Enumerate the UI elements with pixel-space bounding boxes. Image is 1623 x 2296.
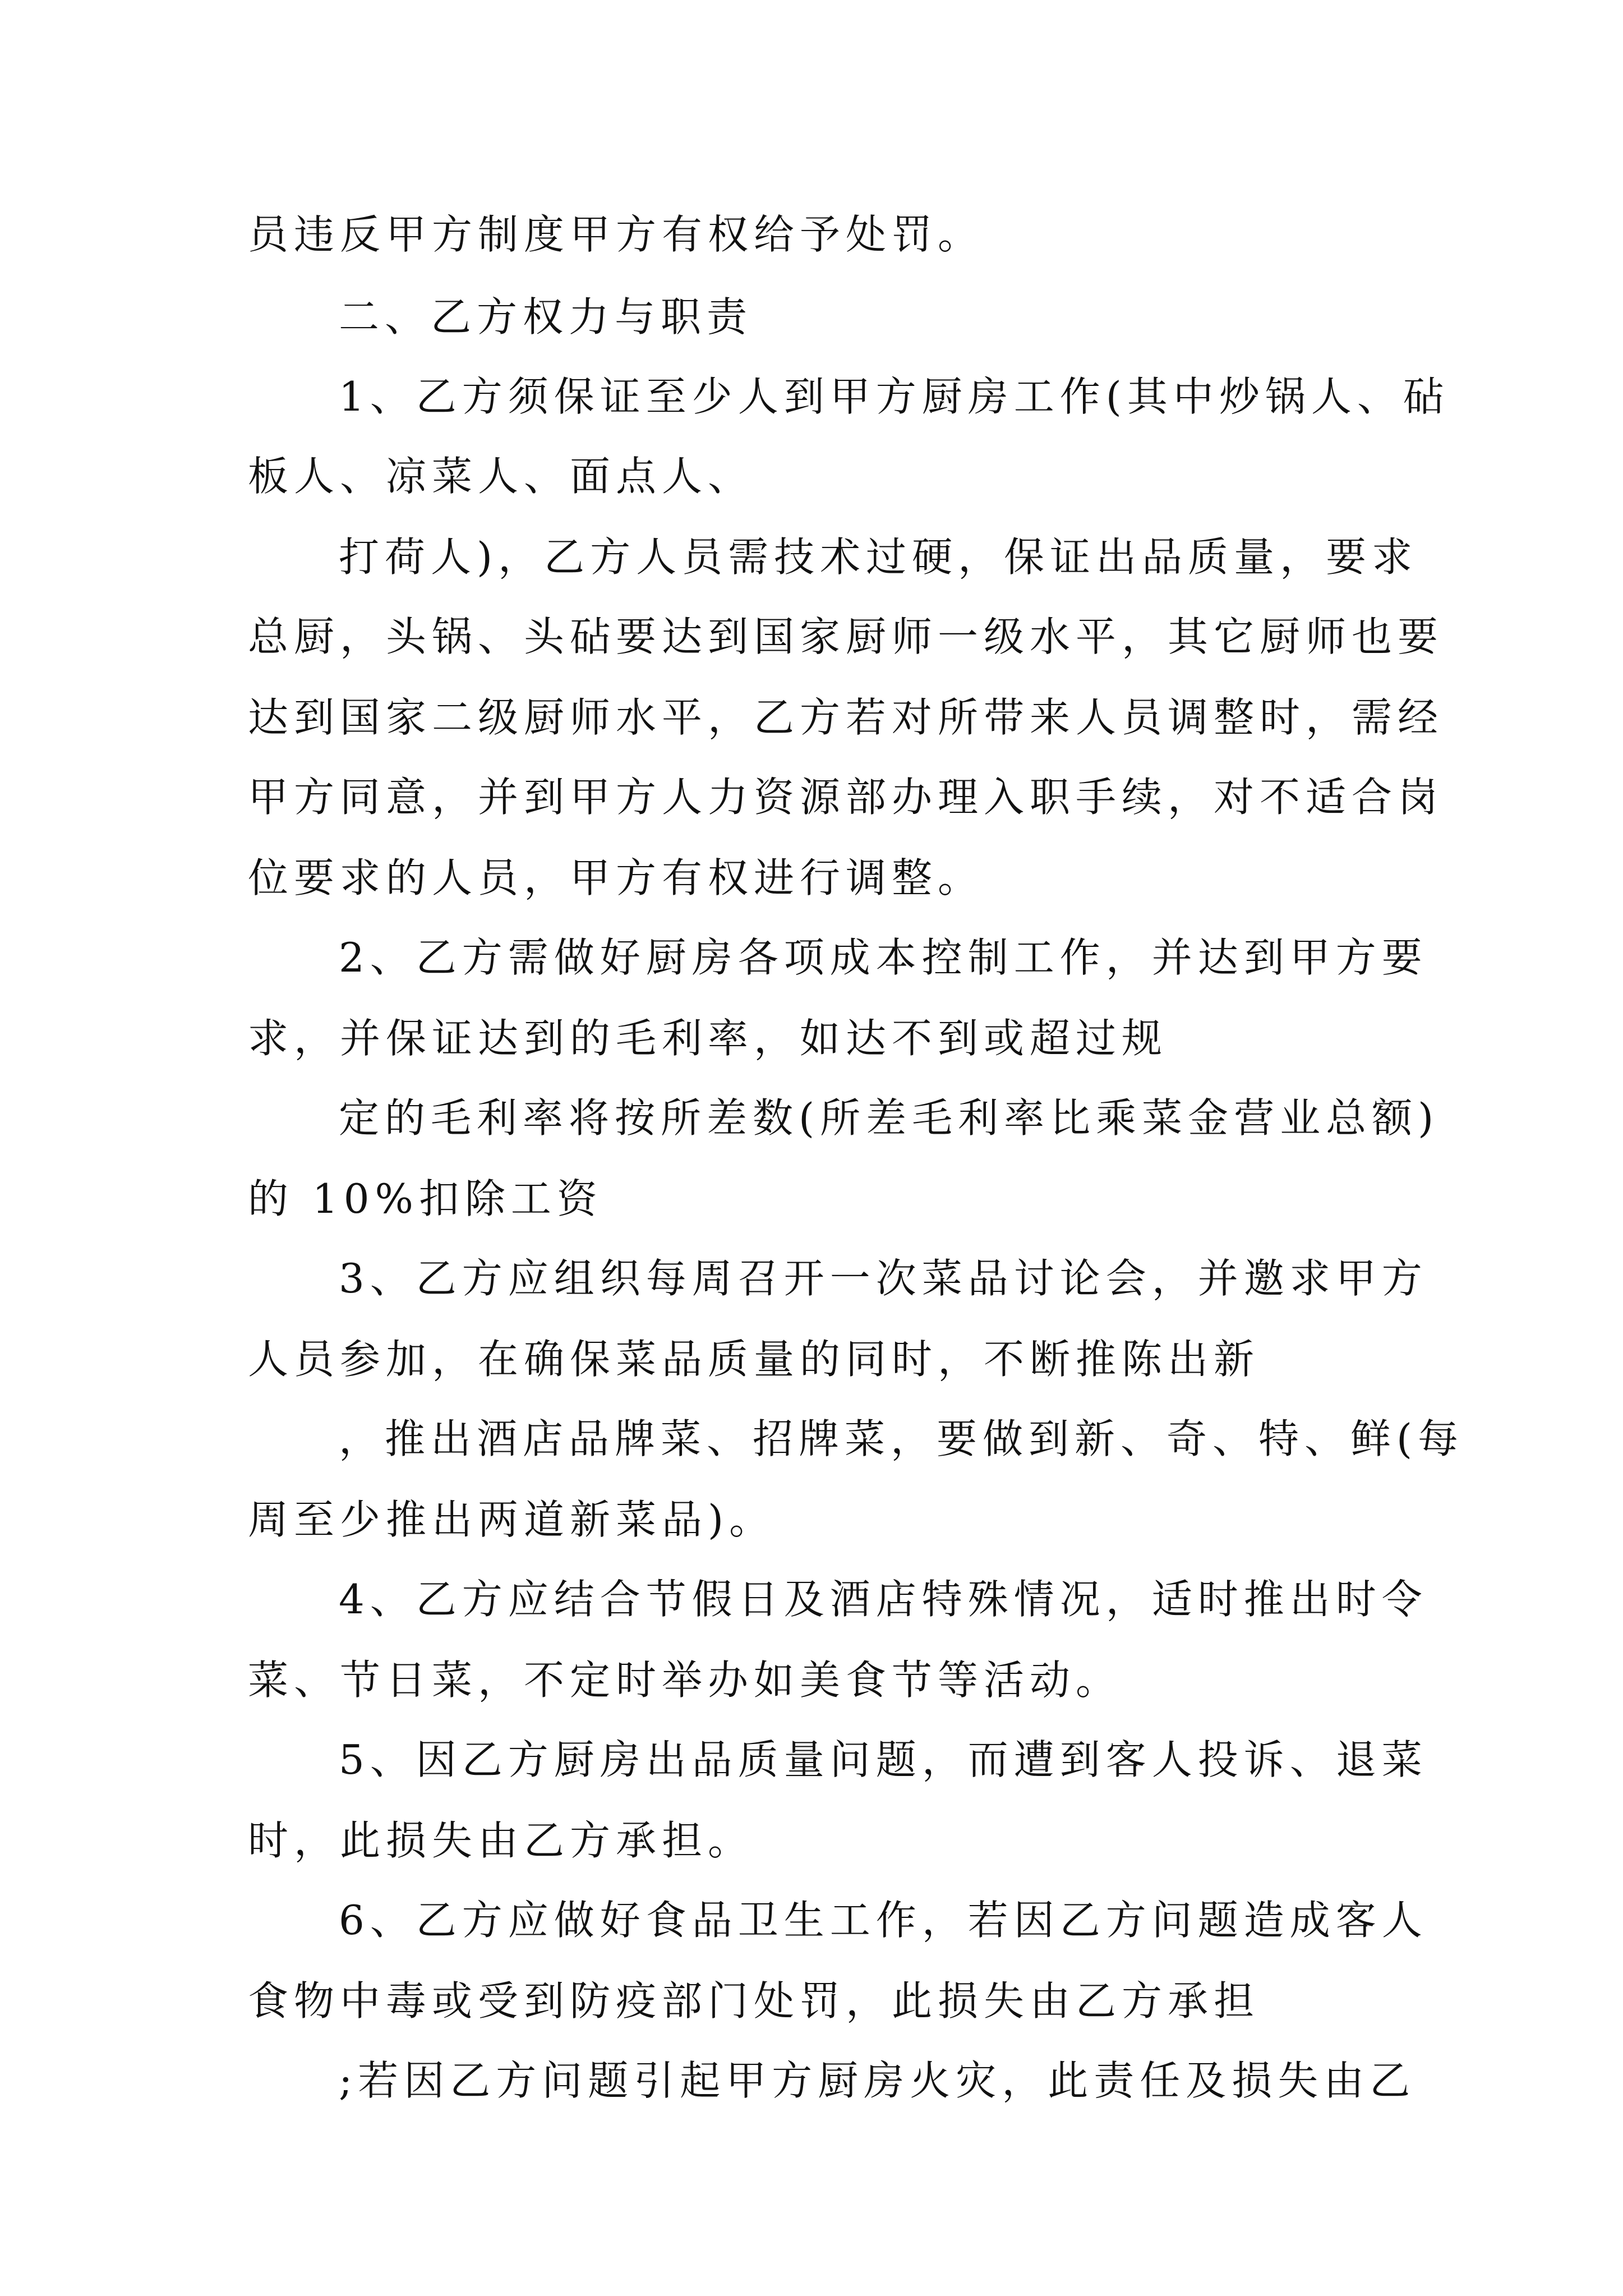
text-line-8: 甲方同意，并到甲方人力资源部办理入职手续，对不适合岗 xyxy=(248,774,1444,821)
text-line-14: 3、乙方应组织每周召开一次菜品讨论会，并邀求甲方 xyxy=(339,1255,1428,1302)
text-line-4: 板人、凉菜人、面点人、 xyxy=(248,453,754,500)
text-line-3: 1、乙方须保证至少人到甲方厨房工作(其中炒锅人、砧 xyxy=(339,373,1449,420)
text-line-5: 打荷人)，乙方人员需技术过硬，保证出品质量，要求 xyxy=(339,533,1418,581)
text-line-7: 达到国家二级厨师水平，乙方若对所带来人员调整时，需经 xyxy=(248,694,1444,741)
text-line-9: 位要求的人员，甲方有权进行调整。 xyxy=(248,854,984,901)
text-line-23: 食物中毒或受到防疫部门处罚，此损失由乙方承担 xyxy=(248,1977,1260,2024)
text-line-13: 的 10%扣除工资 xyxy=(248,1175,603,1222)
text-line-22: 6、乙方应做好食品卫生工作，若因乙方问题造成客人 xyxy=(339,1897,1428,1944)
text-line-19: 菜、节日菜，不定时举办如美食节等活动。 xyxy=(248,1657,1122,1704)
text-line-1: 员违反甲方制度甲方有权给予处罚。 xyxy=(248,211,984,258)
section-heading: 二、乙方权力与职责 xyxy=(339,293,753,341)
text-line-11: 求，并保证达到的毛利率，如达不到或超过规 xyxy=(248,1015,1168,1062)
text-line-10: 2、乙方需做好厨房各项成本控制工作，并达到甲方要 xyxy=(339,934,1428,981)
text-line-6: 总厨，头锅、头砧要达到国家厨师一级水平，其它厨师也要 xyxy=(248,613,1444,660)
text-line-16: ，推出酒店品牌菜、招牌菜，要做到新、奇、特、鲜(每 xyxy=(339,1415,1464,1462)
text-line-20: 5、因乙方厨房出品质量问题，而遭到客人投诉、退菜 xyxy=(339,1736,1428,1783)
text-line-21: 时，此损失由乙方承担。 xyxy=(248,1817,754,1864)
text-line-24: ;若因乙方问题引起甲方厨房火灾，此责任及损失由乙 xyxy=(339,2057,1416,2104)
text-line-12: 定的毛利率将按所差数(所差毛利率比乘菜金营业总额) xyxy=(339,1094,1440,1142)
text-line-18: 4、乙方应结合节假日及酒店特殊情况，适时推出时令 xyxy=(339,1576,1428,1623)
text-line-17: 周至少推出两道新菜品)。 xyxy=(248,1496,776,1543)
text-line-15: 人员参加，在确保菜品质量的同时，不断推陈出新 xyxy=(248,1336,1260,1383)
